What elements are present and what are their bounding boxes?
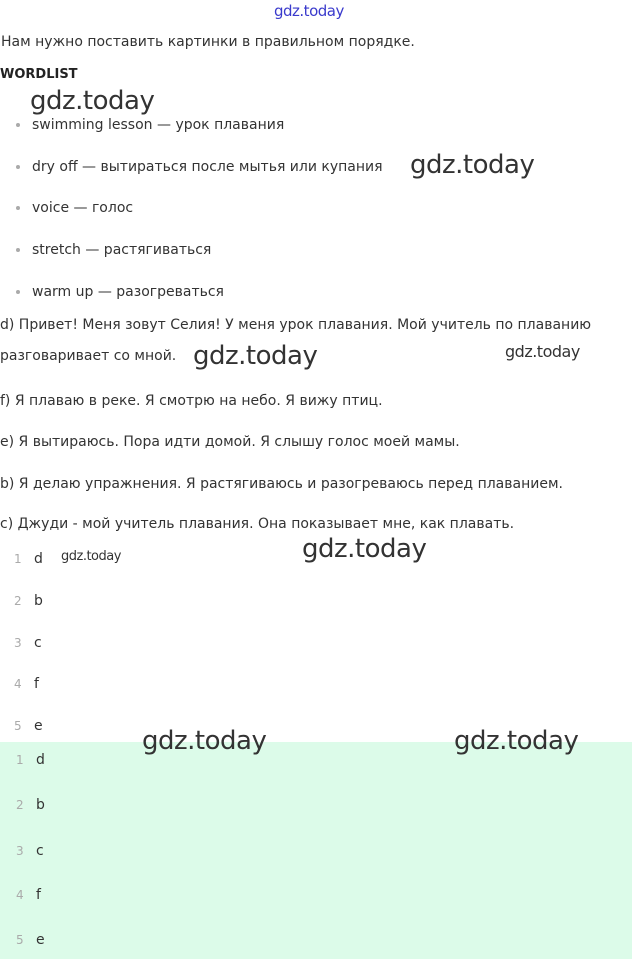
answer-item: 2 b bbox=[14, 593, 43, 609]
answer-item: 1 d bbox=[14, 551, 43, 567]
bullet-icon bbox=[16, 165, 20, 169]
paragraph-d-line2: разговаривает со мной. bbox=[0, 348, 177, 364]
wordlist-item: warm up — разогреваться bbox=[16, 284, 224, 300]
answer-item: 4 f bbox=[14, 676, 39, 692]
bullet-icon bbox=[16, 206, 20, 210]
highlighted-answer-item: 2 b bbox=[16, 797, 45, 813]
highlighted-answer-item: 5 e bbox=[16, 932, 45, 948]
wordlist-item: dry off — вытираться после мытья или купания bbox=[16, 159, 383, 175]
watermark: gdz.today bbox=[193, 341, 318, 371]
watermark-top: gdz.today bbox=[274, 2, 344, 20]
watermark: gdz.today bbox=[454, 726, 579, 756]
wordlist-item: stretch — растягиваться bbox=[16, 242, 211, 258]
watermark: gdz.today bbox=[410, 150, 535, 180]
watermark: gdz.today bbox=[302, 534, 427, 564]
bullet-icon bbox=[16, 123, 20, 127]
watermark: gdz.today bbox=[142, 726, 267, 756]
highlighted-answer-panel bbox=[0, 742, 632, 959]
answer-item: 3 c bbox=[14, 635, 42, 651]
watermark: gdz.today bbox=[30, 86, 155, 116]
bullet-icon bbox=[16, 290, 20, 294]
intro-text: Нам нужно поставить картинки в правильном порядке. bbox=[1, 34, 415, 50]
watermark: gdz.today bbox=[505, 342, 580, 361]
answer-item: 5 e bbox=[14, 718, 43, 734]
bullet-icon bbox=[16, 248, 20, 252]
wordlist-item: swimming lesson — урок плавания bbox=[16, 117, 284, 133]
highlighted-answer-item: 1 d bbox=[16, 752, 45, 768]
watermark: gdz.today bbox=[61, 549, 121, 564]
highlighted-answer-item: 4 f bbox=[16, 887, 41, 903]
paragraph-f: f) Я плаваю в реке. Я смотрю на небо. Я вижу птиц. bbox=[0, 393, 383, 409]
highlighted-answer-item: 3 c bbox=[16, 843, 44, 859]
wordlist-heading: WORDLIST bbox=[0, 67, 78, 82]
wordlist-item: voice — голос bbox=[16, 200, 133, 216]
paragraph-e: e) Я вытираюсь. Пора идти домой. Я слышу голос моей мамы. bbox=[0, 434, 460, 450]
paragraph-b: b) Я делаю упражнения. Я растягиваюсь и разогреваюсь перед плаванием. bbox=[0, 476, 563, 492]
paragraph-d-line1: d) Привет! Меня зовут Селия! У меня урок плавания. Мой учитель по плаванию bbox=[0, 317, 592, 333]
paragraph-c: c) Джуди - мой учитель плавания. Она показывает мне, как плавать. bbox=[0, 516, 515, 532]
